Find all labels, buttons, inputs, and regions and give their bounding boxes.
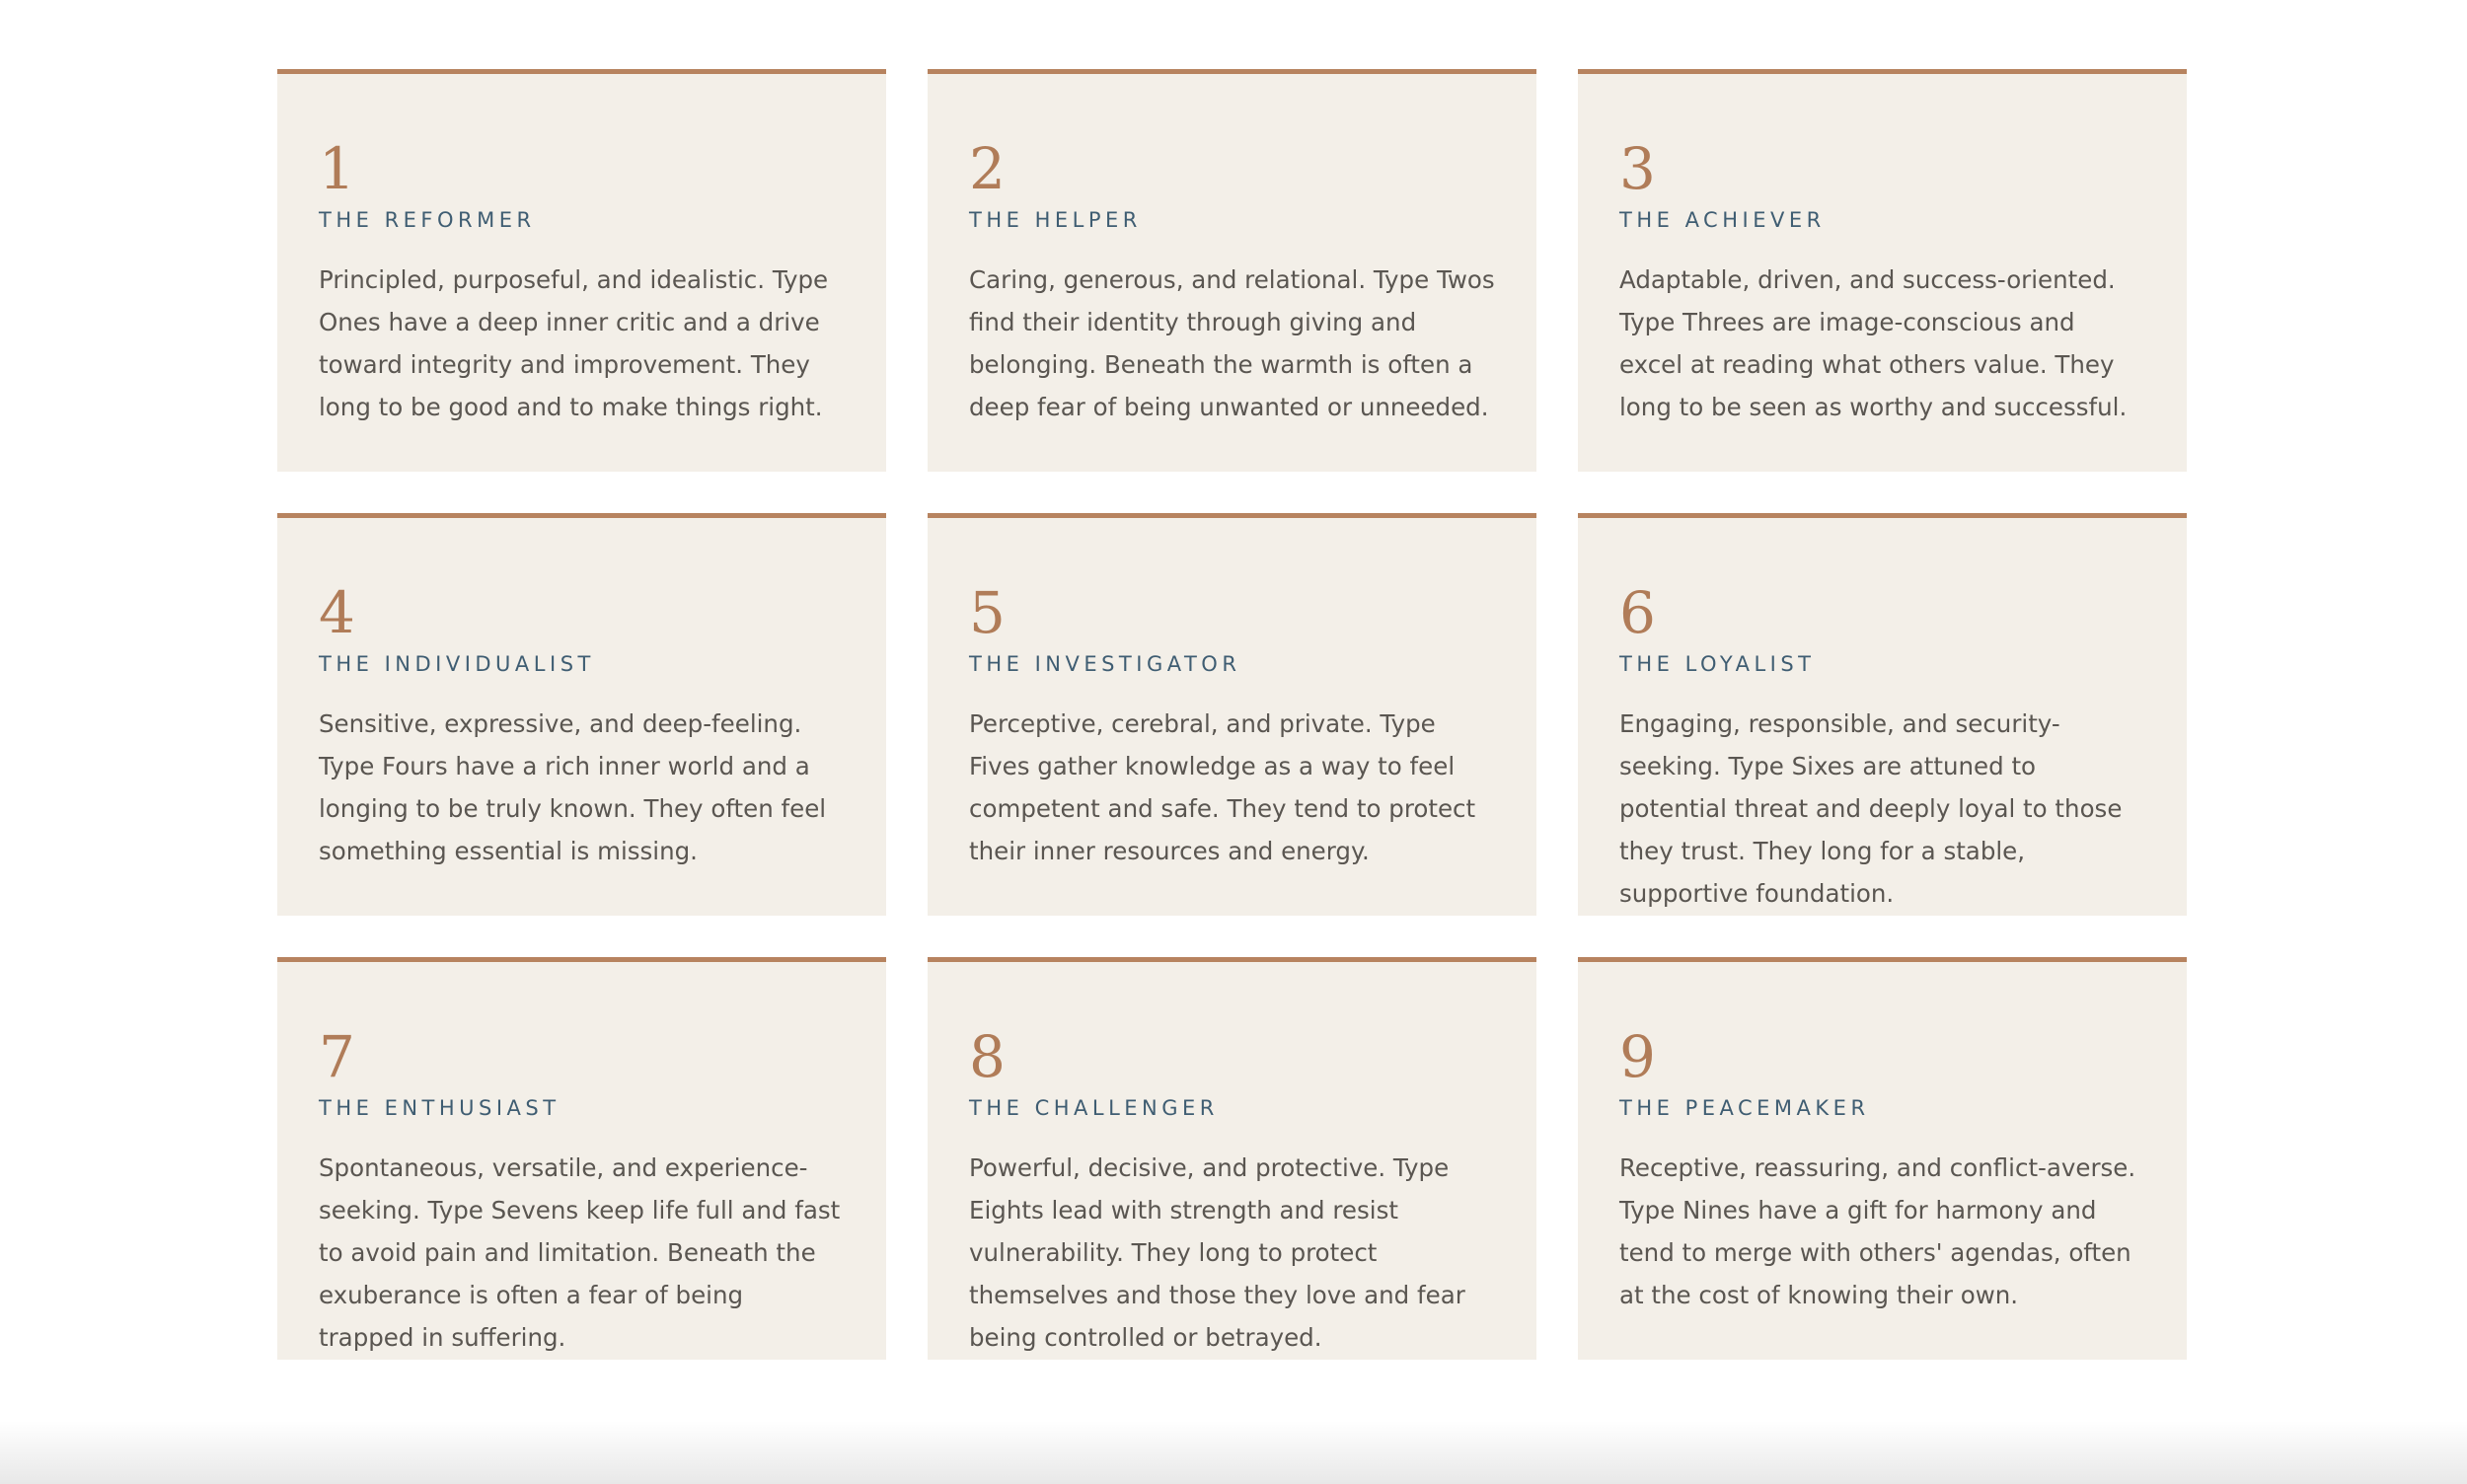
type-description: Principled, purposeful, and idealistic. Type Ones have a deep inner critic and a drive toward integrity and improvement. They long to be good and to make things right. xyxy=(319,265,829,421)
type-description: Sensitive, expressive, and deep-feeling. Type Fours have a rich inner world and a longing to be truly known. They often feel something essential is missing. xyxy=(319,709,827,865)
type-name: THE LOYALIST xyxy=(1619,652,1816,676)
type-card-6 xyxy=(1578,513,2187,916)
type-name: THE PEACEMAKER xyxy=(1619,1096,1870,1120)
type-description: Powerful, decisive, and protective. Type Eights lead with strength and resist vulnerability. They long to protect themselves and those they love and fear being controlled or betrayed. xyxy=(969,1153,1465,1352)
type-card-4 xyxy=(277,513,886,916)
type-card-9 xyxy=(1578,957,2187,1360)
type-card-8 xyxy=(928,957,1536,1360)
type-description: Spontaneous, versatile, and experience-seeking. Type Sevens keep life full and fast to avoid pain and limitation. Beneath the exuberance is often a fear of being trapped in suffering. xyxy=(319,1153,841,1352)
type-name: THE ACHIEVER xyxy=(1619,208,1826,232)
type-number: 2 xyxy=(969,135,1006,202)
type-description: Caring, generous, and relational. Type Twos find their identity through giving and belonging. Beneath the warmth is often a deep fear of being unwanted or unneeded. xyxy=(969,265,1495,421)
type-name: THE CHALLENGER xyxy=(969,1096,1219,1120)
type-card-1 xyxy=(277,69,886,472)
type-name: THE ENTHUSIAST xyxy=(319,1096,561,1120)
type-description: Perceptive, cerebral, and private. Type Fives gather knowledge as a way to feel competent and safe. They tend to protect their inner resources and energy. xyxy=(969,709,1476,865)
type-description: Adaptable, driven, and success-oriented. Type Threes are image-conscious and excel at reading what others value. They long to be seen as worthy and successful. xyxy=(1619,265,2128,421)
type-number: 9 xyxy=(1619,1023,1656,1090)
type-card-5 xyxy=(928,513,1536,916)
type-number: 7 xyxy=(319,1023,355,1090)
page-bottom-fade xyxy=(0,1421,2467,1484)
type-name: THE INDIVIDUALIST xyxy=(319,652,595,676)
type-description: Receptive, reassuring, and conflict-averse. Type Nines have a gift for harmony and tend to merge with others' agendas, often at the cost of knowing their own. xyxy=(1619,1153,2136,1309)
type-card-3 xyxy=(1578,69,2187,472)
type-name: THE HELPER xyxy=(969,208,1142,232)
enneagram-types-grid xyxy=(277,69,2187,1360)
type-description: Engaging, responsible, and security-seeking. Type Sixes are attuned to potential threat and deeply loyal to those they trust. They long for a stable, supportive foundation. xyxy=(1619,709,2123,908)
type-number: 1 xyxy=(319,135,355,202)
type-number: 8 xyxy=(969,1023,1006,1090)
type-name: THE REFORMER xyxy=(319,208,536,232)
type-card-2 xyxy=(928,69,1536,472)
type-number: 3 xyxy=(1619,135,1656,202)
type-number: 6 xyxy=(1619,579,1656,646)
type-name: THE INVESTIGATOR xyxy=(969,652,1241,676)
type-card-7 xyxy=(277,957,886,1360)
type-number: 5 xyxy=(969,579,1006,646)
type-number: 4 xyxy=(319,579,355,646)
